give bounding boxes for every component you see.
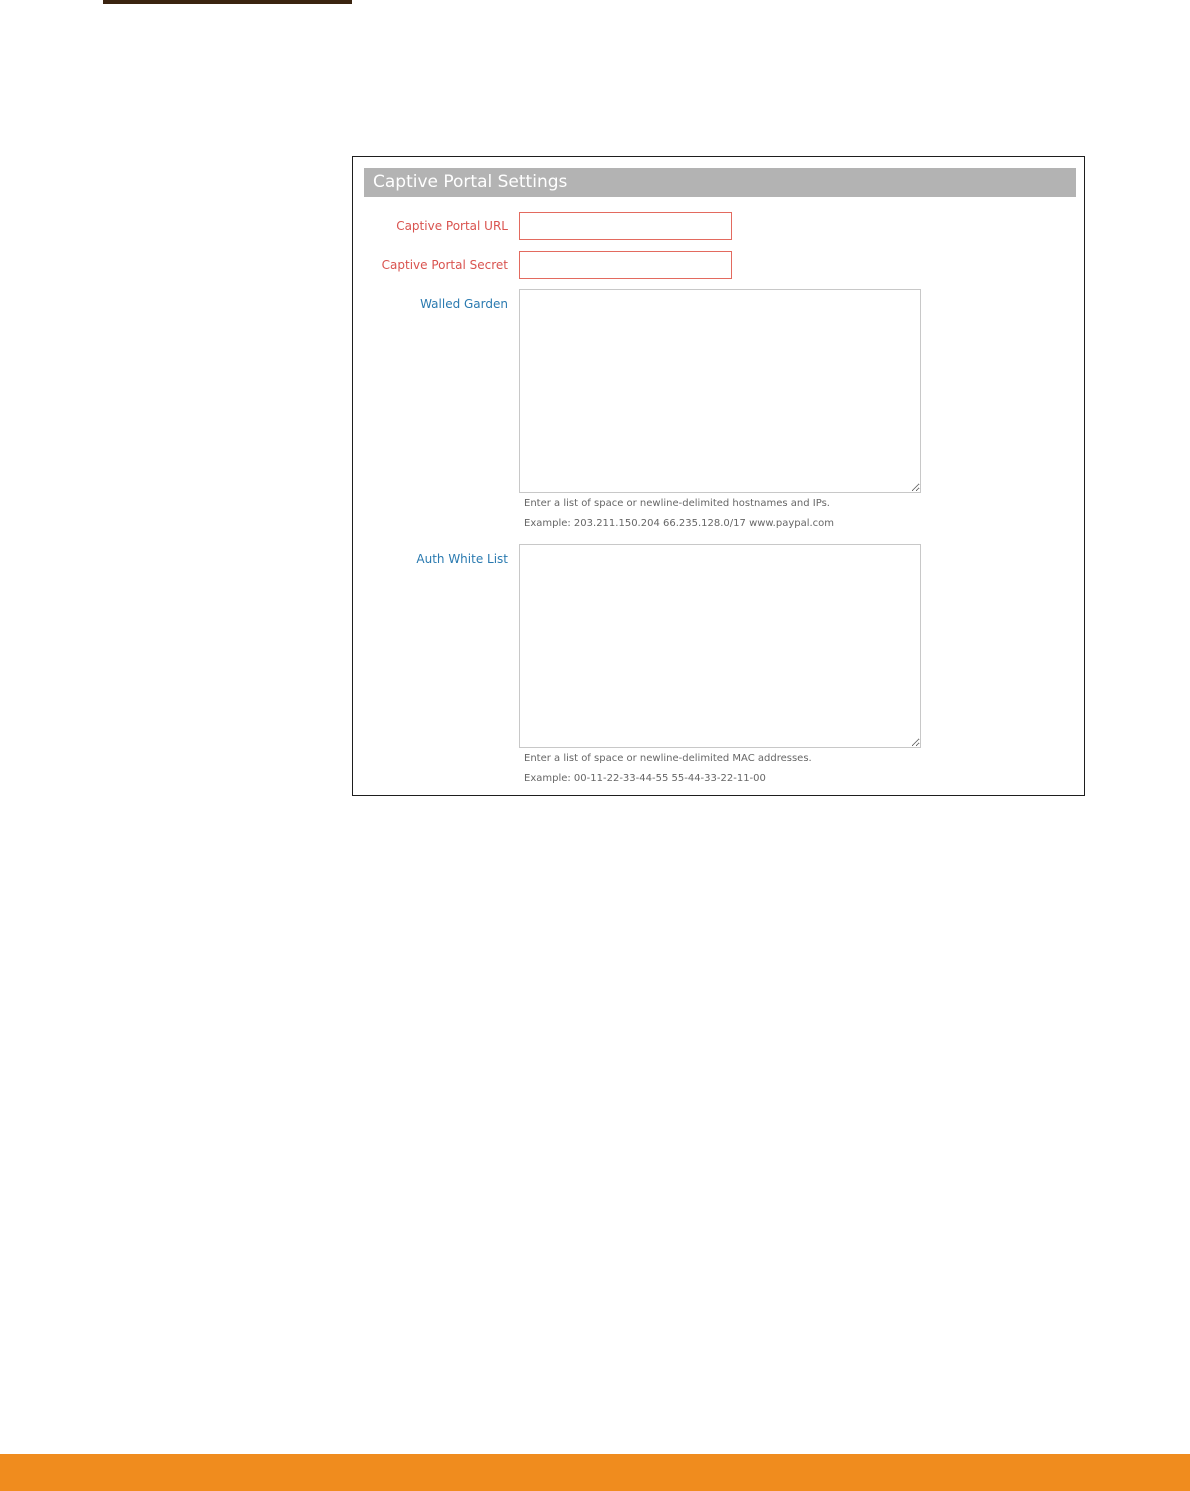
walled-garden-label: Walled Garden <box>420 297 508 311</box>
captive-portal-url-input[interactable] <box>519 212 732 240</box>
captive-portal-secret-input[interactable] <box>519 251 732 279</box>
panel-title: Captive Portal Settings <box>364 168 1076 197</box>
walled-garden-textarea[interactable] <box>519 289 921 493</box>
auth-white-list-help-text: Enter a list of space or newline-delimited MAC addresses. <box>524 753 812 764</box>
auth-white-list-example-text: Example: 00-11-22-33-44-55 55-44-33-22-11-00 <box>524 773 766 784</box>
footer-bar <box>0 1454 1190 1491</box>
top-decorative-bar <box>103 0 352 4</box>
captive-portal-secret-label: Captive Portal Secret <box>381 258 508 272</box>
walled-garden-example-text: Example: 203.211.150.204 66.235.128.0/17 www.paypal.com <box>524 518 835 529</box>
captive-portal-url-label: Captive Portal URL <box>396 219 508 233</box>
walled-garden-help-text: Enter a list of space or newline-delimited hostnames and IPs. <box>524 498 830 509</box>
auth-white-list-textarea[interactable] <box>519 544 921 748</box>
captive-portal-settings-panel <box>352 156 1085 796</box>
auth-white-list-label: Auth White List <box>416 552 508 566</box>
